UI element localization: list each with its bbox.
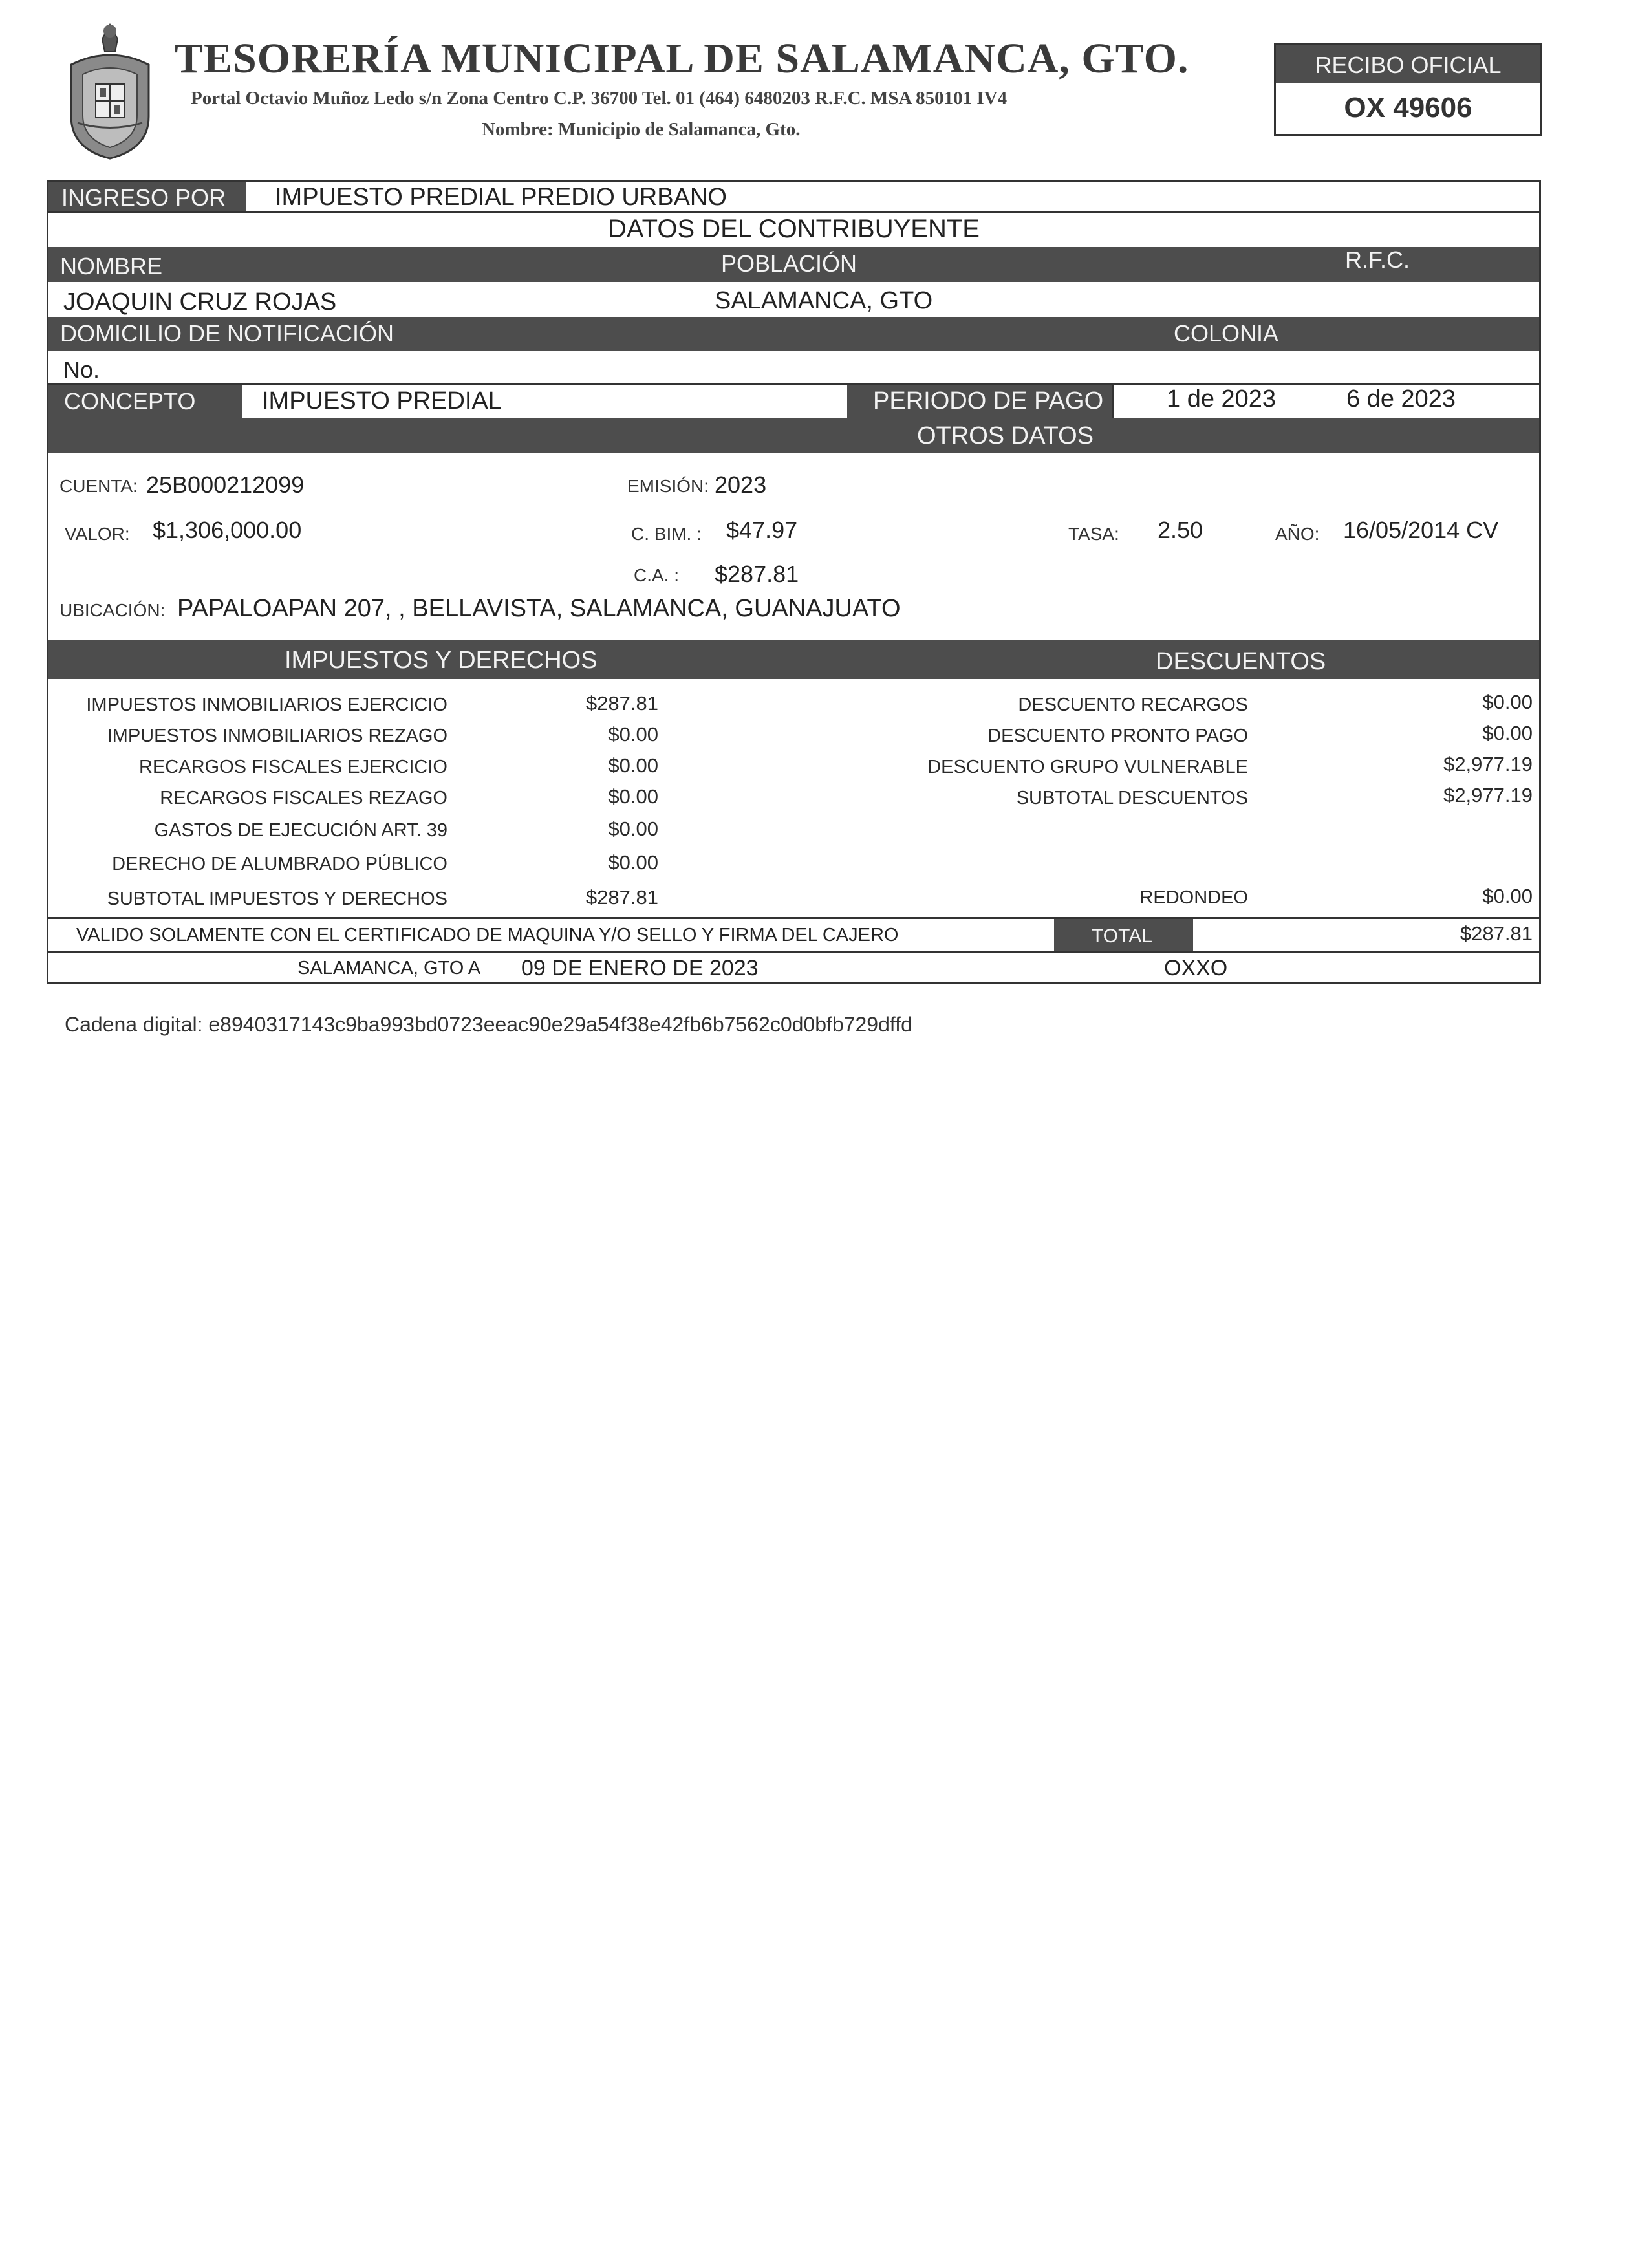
ubicacion-label: UBICACIÓN: xyxy=(59,600,166,620)
concepto-label-bar xyxy=(48,385,242,418)
impuesto-row-label: GASTOS DE EJECUCIÓN ART. 39 xyxy=(154,820,447,841)
valor-value: $1,306,000.00 xyxy=(153,517,302,543)
contribuyente-section-title: DATOS DEL CONTRIBUYENTE xyxy=(608,215,980,243)
contribuyente-nombre: JOAQUIN CRUZ ROJAS xyxy=(63,288,337,316)
cuenta-value: 25B000212099 xyxy=(146,471,305,498)
cuenta-label: CUENTA: xyxy=(59,476,138,496)
domicilio-label: DOMICILIO DE NOTIFICACIÓN xyxy=(60,320,394,347)
treasury-address: Portal Octavio Muñoz Ledo s/n Zona Centro C.P. 36700 Tel. 01 (464) 6480203 R.F.C. MSA 850101 IV4 xyxy=(191,88,1008,109)
contribuyente-header-bar xyxy=(48,247,1539,282)
no-label: No. xyxy=(63,356,100,383)
anio-label: AÑO: xyxy=(1275,524,1320,544)
ca-label: C.A. : xyxy=(634,565,680,585)
valor-label: VALOR: xyxy=(65,524,130,544)
impuestos-title: IMPUESTOS Y DERECHOS xyxy=(285,647,598,674)
receipt-label: RECIBO OFICIAL xyxy=(1315,52,1502,78)
impuesto-row-label: RECARGOS FISCALES EJERCICIO xyxy=(139,757,447,777)
divider xyxy=(1112,385,1114,418)
descuento-row-label: DESCUENTO GRUPO VULNERABLE xyxy=(927,757,1248,777)
ingreso-value: IMPUESTO PREDIAL PREDIO URBANO xyxy=(275,184,727,211)
nombre-label: NOMBRE xyxy=(60,253,163,279)
redondeo-value: $0.00 xyxy=(1482,885,1533,907)
cadena-digital: Cadena digital: e8940317143c9ba993bd0723eeac90e29a54f38e42fb6b7562c0d0bfb729dffd xyxy=(65,1013,912,1036)
ubicacion-value: PAPALOAPAN 207, , BELLAVISTA, SALAMANCA, GUANAJUATO xyxy=(177,595,901,622)
cbim-value: $47.97 xyxy=(726,517,798,543)
periodo-hasta: 6 de 2023 xyxy=(1346,385,1456,413)
concepto-value: IMPUESTO PREDIAL xyxy=(262,387,502,415)
total-label-bar xyxy=(1054,919,1193,951)
periodo-label-bar xyxy=(847,385,1112,418)
ingreso-label: INGRESO POR xyxy=(61,184,226,211)
descuento-row-value: $2,977.19 xyxy=(1443,784,1533,806)
descuento-row-value: $2,977.19 xyxy=(1443,753,1533,775)
validez-text: VALIDO SOLAMENTE CON EL CERTIFICADO DE MAQUINA Y/O SELLO Y FIRMA DEL CAJERO xyxy=(76,925,899,945)
ingreso-label-bar xyxy=(48,182,246,211)
concepto-label: CONCEPTO xyxy=(64,388,196,415)
impuesto-row-label: SUBTOTAL IMPUESTOS Y DERECHOS xyxy=(107,889,447,909)
impuesto-row-value: $0.00 xyxy=(608,817,658,840)
divider xyxy=(47,383,1541,385)
contribuyente-poblacion: SALAMANCA, GTO xyxy=(715,287,933,314)
municipality-name: Nombre: Municipio de Salamanca, Gto. xyxy=(482,119,801,140)
cajero-text: OXXO xyxy=(1164,956,1228,980)
impuesto-row-label: RECARGOS FISCALES REZAGO xyxy=(160,788,447,808)
divider xyxy=(47,917,1541,919)
anio-value: 16/05/2014 CV xyxy=(1343,517,1499,543)
cbim-label: C. BIM. : xyxy=(631,524,702,544)
poblacion-label: POBLACIÓN xyxy=(721,250,857,277)
divider xyxy=(47,211,1541,213)
divider xyxy=(47,951,1541,953)
impuesto-row-label: IMPUESTOS INMOBILIARIOS EJERCICIO xyxy=(86,695,447,715)
tasa-value: 2.50 xyxy=(1158,517,1203,543)
redondeo-label: REDONDEO xyxy=(1139,887,1248,908)
fecha-text: 09 DE ENERO DE 2023 xyxy=(521,956,759,980)
impuestos-descuentos-bar xyxy=(48,640,1539,679)
otros-datos-bar xyxy=(48,418,1539,453)
descuento-row-value: $0.00 xyxy=(1482,722,1533,744)
emision-label: EMISIÓN: xyxy=(627,476,709,496)
domicilio-header-bar xyxy=(48,317,1539,351)
impuesto-row-label: DERECHO DE ALUMBRADO PÚBLICO xyxy=(112,854,447,874)
impuesto-row-value: $0.00 xyxy=(608,723,658,746)
lugar-text: SALAMANCA, GTO A xyxy=(297,958,481,978)
descuentos-title: DESCUENTOS xyxy=(1156,648,1326,675)
periodo-desde: 1 de 2023 xyxy=(1167,385,1277,413)
descuento-row-label: DESCUENTO PRONTO PAGO xyxy=(987,726,1248,746)
tasa-label: TASA: xyxy=(1068,524,1119,544)
coat-of-arms-logo xyxy=(65,19,155,162)
descuento-row-label: SUBTOTAL DESCUENTOS xyxy=(1016,788,1248,808)
otros-datos-title: OTROS DATOS xyxy=(917,422,1094,449)
impuesto-row-value: $287.81 xyxy=(585,886,658,909)
receipt-number-box xyxy=(1274,43,1542,136)
treasury-title: TESORERÍA MUNICIPAL DE SALAMANCA, GTO. xyxy=(175,35,1189,82)
descuento-row-label: DESCUENTO RECARGOS xyxy=(1018,695,1248,715)
rfc-label: R.F.C. xyxy=(1345,246,1410,273)
ca-value: $287.81 xyxy=(715,561,799,587)
emision-value: 2023 xyxy=(715,471,767,498)
impuesto-row-value: $0.00 xyxy=(608,851,658,874)
colonia-label: COLONIA xyxy=(1174,320,1279,347)
impuesto-row-value: $0.00 xyxy=(608,785,658,808)
total-value: $287.81 xyxy=(1460,922,1533,945)
periodo-label: PERIODO DE PAGO xyxy=(873,387,1104,415)
receipt-number: OX 49606 xyxy=(1344,92,1472,124)
total-label: TOTAL xyxy=(1092,925,1152,947)
impuesto-row-value: $0.00 xyxy=(608,754,658,777)
impuesto-row-value: $287.81 xyxy=(585,692,658,715)
impuesto-row-label: IMPUESTOS INMOBILIARIOS REZAGO xyxy=(107,726,447,746)
receipt-label-bar xyxy=(1276,45,1540,83)
descuento-row-value: $0.00 xyxy=(1482,691,1533,713)
